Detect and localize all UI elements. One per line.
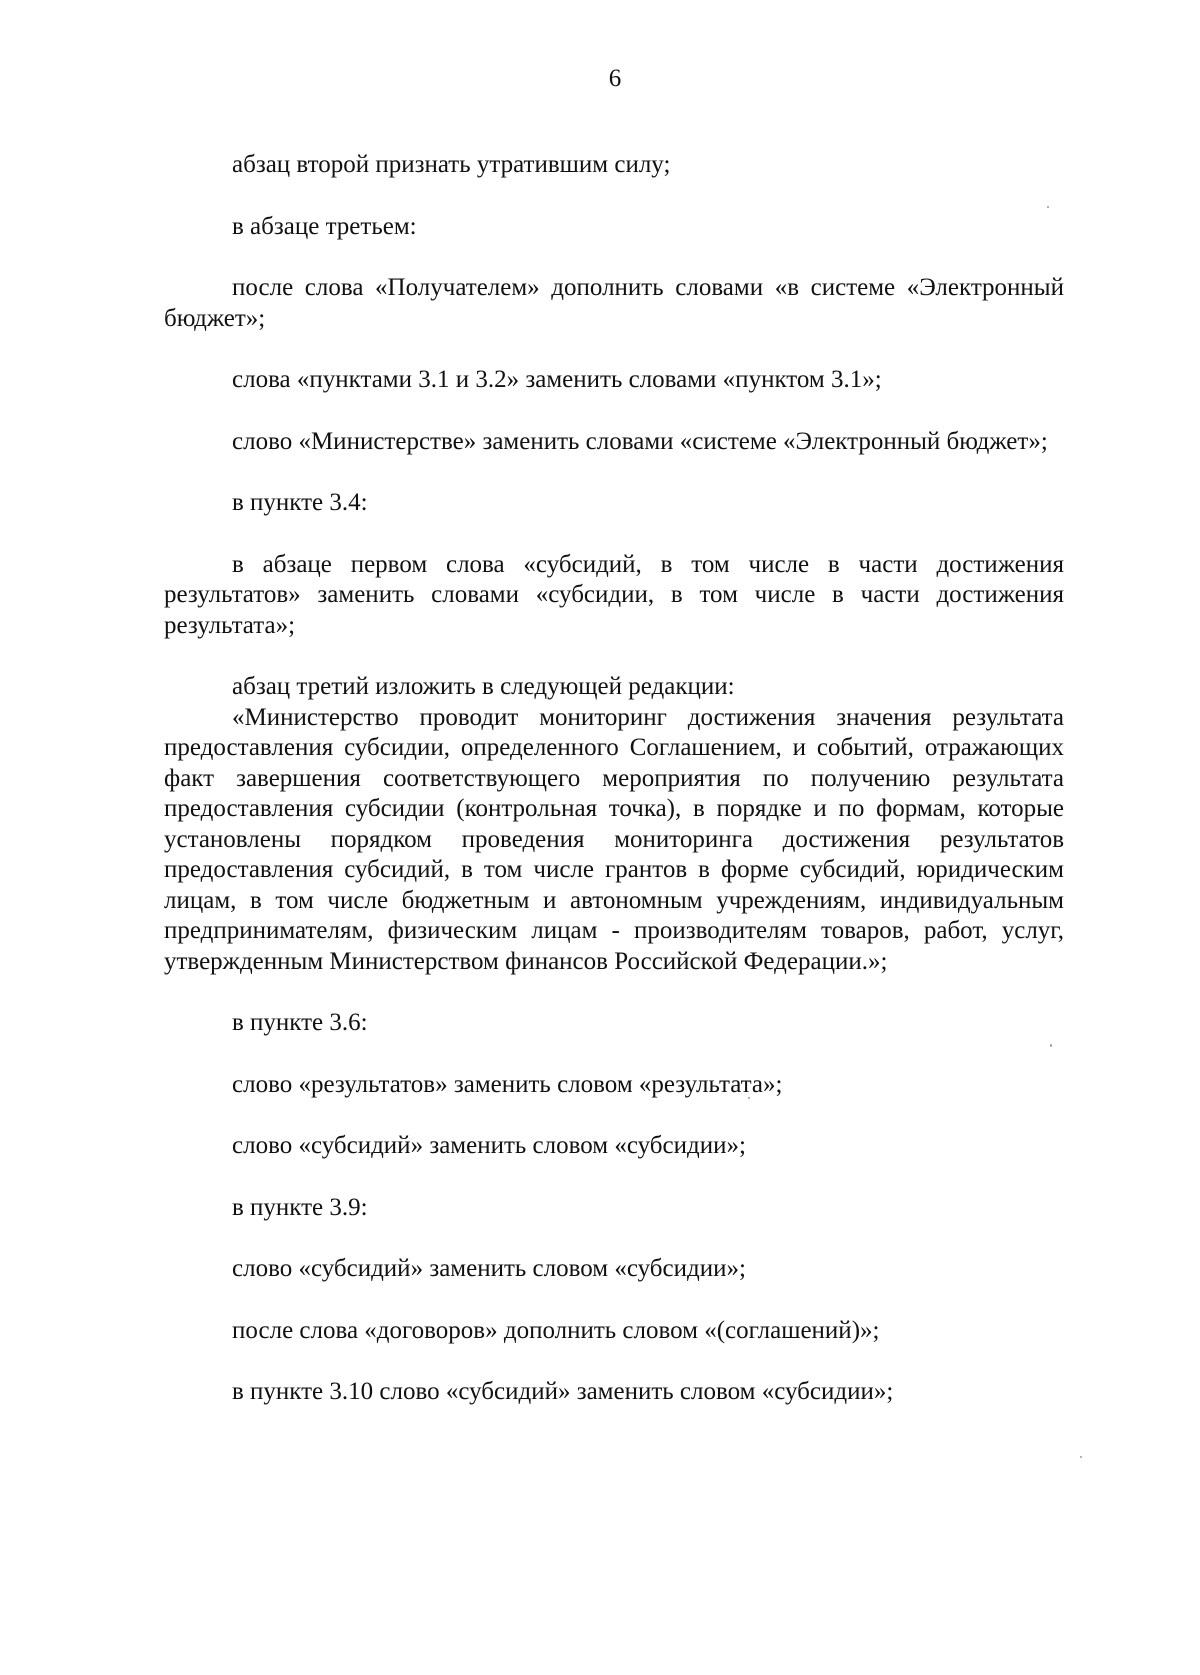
paragraph-v-punkte-3-9: в пункте 3.9: xyxy=(232,1193,368,1221)
scan-speck xyxy=(1050,1044,1052,1047)
paragraph-slovo-subsidii-2: слово «субсидий» заменить словом «субсидии»; xyxy=(232,1255,746,1282)
paragraph-slova-punktami: слова «пунктами 3.1 и 3.2» заменить словами «пунктом 3.1»; xyxy=(232,366,882,393)
scan-speck xyxy=(748,1097,750,1099)
paragraph-v-punkte-3-6: в пункте 3.6: xyxy=(232,1009,368,1036)
paragraph-abzac-tretii: абзац третий изложить в следующей редакции: xyxy=(232,673,735,700)
paragraph-slovo-subsidii-1: слово «субсидий» заменить словом «субсидии»; xyxy=(232,1132,746,1159)
paragraph-v-punkte-3-10: в пункте 3.10 слово «субсидий» заменить словом «субсидии»; xyxy=(232,1378,894,1405)
scan-speck xyxy=(1047,206,1049,208)
paragraph-ministerstvo-provodit: «Министерство проводит мониторинг достижения значения результата предоставления субсидии, определенного Соглашением, и событий, отражающих факт завершения соответствующего мероприятия по получению результата предоставления субсидии (контрольная точка), в порядке и по формам, которые установлены порядком проведения мониторинга достижения результатов предоставления субсидий, в том числе грантов в форме субсидий, юридическим лицам, в том числе бюджетным и автономным учреждениям, индивидуальным предпринимателям, физическим лицам - производителям товаров, работ, услуг, утвержденным Министерством финансов Российской Федерации.»; xyxy=(164,703,1064,975)
paragraph-slovo-ministerstve: слово «Министерстве» заменить словами «системе «Электронный бюджет»; xyxy=(232,427,1048,455)
paragraph-v-punkte-3-4: в пункте 3.4: xyxy=(232,489,368,516)
paragraph-posle-slova-dogovorov: после слова «договоров» дополнить словом «(соглашений)»; xyxy=(232,1316,880,1344)
paragraph-v-abzace-pervom: в абзаце первом слова «субсидий, в том числе в части достижения результатов» заменить словами «субсидии, в том числе в части достижения результата»; xyxy=(164,550,1064,639)
paragraph-v-abzace-tretem: в абзаце третьем: xyxy=(232,212,417,240)
scan-speck xyxy=(1080,1456,1082,1458)
page-number: 6 xyxy=(608,65,622,92)
document-body xyxy=(164,150,1064,1408)
paragraph-slovo-rezultatov: слово «результатов» заменить словом «результата»; xyxy=(232,1070,783,1098)
paragraph-posle-slova-poluchatelem: после слова «Получателем» дополнить словами «в системе «Электронный бюджет»; xyxy=(164,274,1064,332)
paragraph-abzac-vtoroi: абзац второй признать утратившим силу; xyxy=(232,151,671,178)
